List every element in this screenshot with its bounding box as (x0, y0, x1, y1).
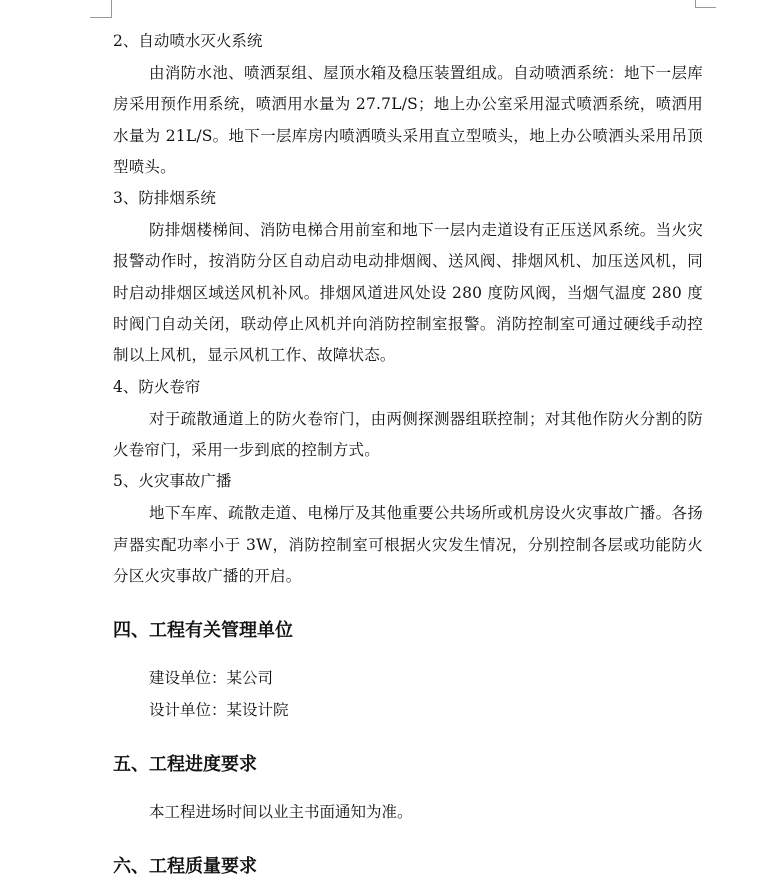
page-corner-mark-left-horizontal (90, 17, 112, 18)
paragraph-emergency-broadcast: 地下车库、疏散走道、电梯厅及其他重要公共场所或机房设火灾事故广播。各扬声器实配功率小于 3W，消防控制室可根据火灾发生情况，分别控制各层或功能防火分区火灾事故广播的开启。 (113, 504, 703, 585)
page-corner-mark-right-horizontal (696, 7, 716, 8)
schedule-paragraph: 本工程进场时间以业主书面通知为准。 (149, 803, 413, 822)
designer-unit-line: 设计单位：某设计院 (149, 701, 289, 720)
builder-unit-line: 建设单位：某公司 (149, 669, 274, 688)
subsection-heading-sprinkler: 2、自动喷水灭火系统 (113, 32, 263, 50)
chapter-heading-schedule: 五、工程进度要求 (113, 754, 257, 776)
page-corner-mark-left-vertical (111, 0, 112, 18)
subsection-heading-smoke-control: 3、防排烟系统 (113, 189, 216, 208)
subsection-heading-emergency-broadcast: 5、火灾事故广播 (113, 472, 232, 491)
chapter-heading-management-units: 四、工程有关管理单位 (113, 620, 293, 642)
subsection-heading-fire-shutter: 4、防火卷帘 (113, 377, 201, 396)
document-body (113, 28, 703, 880)
paragraph-sprinkler: 由消防水池、喷洒泵组、屋顶水箱及稳压装置组成。自动喷洒系统：地下一层库房采用预作用系统，喷洒用水量为 27.7L/S；地上办公室采用湿式喷洒系统，喷洒用水量为 21L/S。地下一层库房内喷洒喷头采用直立型喷头，地上办公喷洒头采用吊顶型喷头。 (113, 64, 703, 176)
paragraph-smoke-control: 防排烟楼梯间、消防电梯合用前室和地下一层内走道设有正压送风系统。当火灾报警动作时，按消防分区自动启动电动排烟阀、送风阀、排烟风机、加压送风机，同时启动排烟区域送风机补风。排烟风道进风处设 280 度防风阀，当烟气温度 280 度时阀门自动关闭，联动停止风机并向消防控制室报警。消防控制室可通过硬线手动控制以上风机，显示风机工作、故障状态。 (113, 221, 703, 365)
paragraph-fire-shutter: 对于疏散通道上的防火卷帘门，由两侧探测器组联控制；对其他作防火分割的防火卷帘门，采用一步到底的控制方式。 (113, 409, 703, 459)
chapter-heading-quality: 六、工程质量要求 (113, 856, 257, 878)
